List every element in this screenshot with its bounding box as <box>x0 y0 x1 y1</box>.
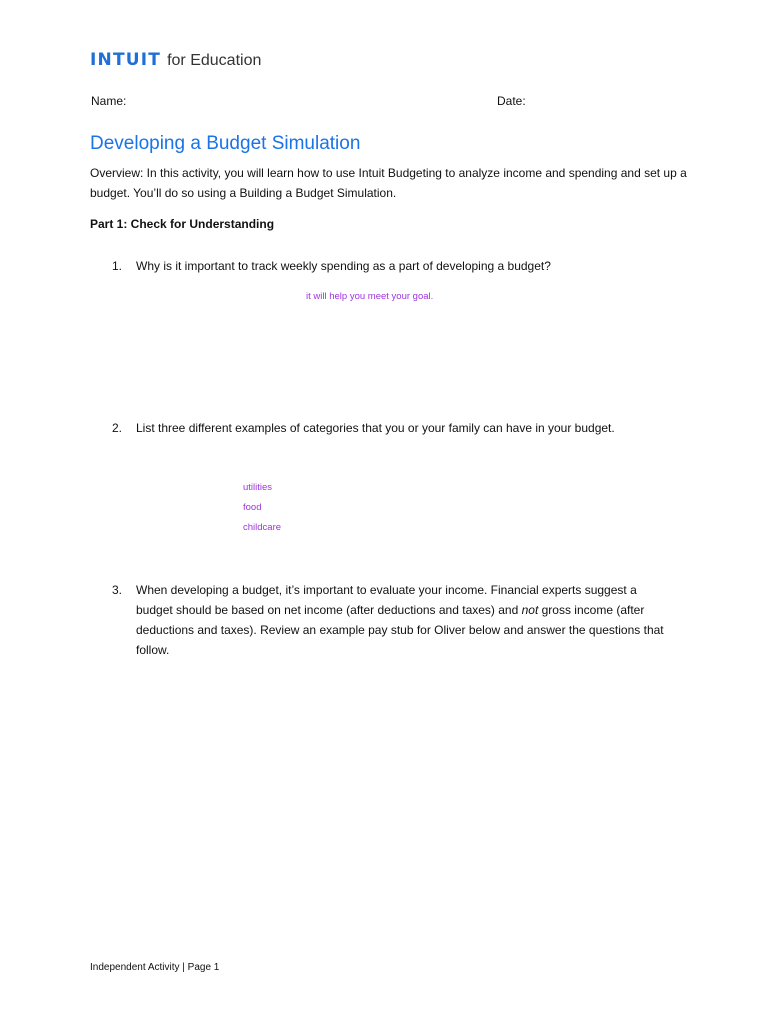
answer-item: childcare <box>243 522 282 533</box>
answer-2-list <box>243 481 281 541</box>
overview-paragraph: Overview: In this activity, you will learn how to use Intuit Budgeting to analyze income and spending and set up a budget. You’ll do so using a Building a Budget Simulation. <box>90 166 687 200</box>
question-text: List three different examples of categories that you or your family can have in your budget. <box>136 421 615 435</box>
question-number: 2. <box>112 421 123 435</box>
answer-item: utilities <box>243 482 273 493</box>
logo-subtitle: for Education <box>167 52 262 69</box>
question-text-end: gross income (after deductions and taxes). Review an example pay stub for Oliver below and answer the questions that follow. <box>136 603 664 657</box>
question-text-start: When developing a budget, it’s important to evaluate your income. Financial experts suggest a budget should be based on net income (after deductions and taxes) and <box>136 583 637 617</box>
logo-wordmark: INTUIT <box>90 50 162 70</box>
question-text <box>136 580 666 660</box>
question-text: Why is it important to track weekly spending as a part of developing a budget? <box>136 259 551 273</box>
question-text-emphasis: not <box>521 603 539 617</box>
name-label: Name: <box>91 94 127 108</box>
answer-item: food <box>243 502 262 513</box>
answer-1: it will help you meet your goal. <box>306 291 434 302</box>
date-label: Date: <box>497 94 526 108</box>
intuit-education-logo <box>90 50 261 72</box>
page-footer: Independent Activity | Page 1 <box>90 962 220 973</box>
page-title: Developing a Budget Simulation <box>90 133 361 154</box>
part1-heading: Part 1: Check for Understanding <box>90 217 275 231</box>
question-number: 1. <box>112 259 123 273</box>
question-number: 3. <box>112 583 123 597</box>
